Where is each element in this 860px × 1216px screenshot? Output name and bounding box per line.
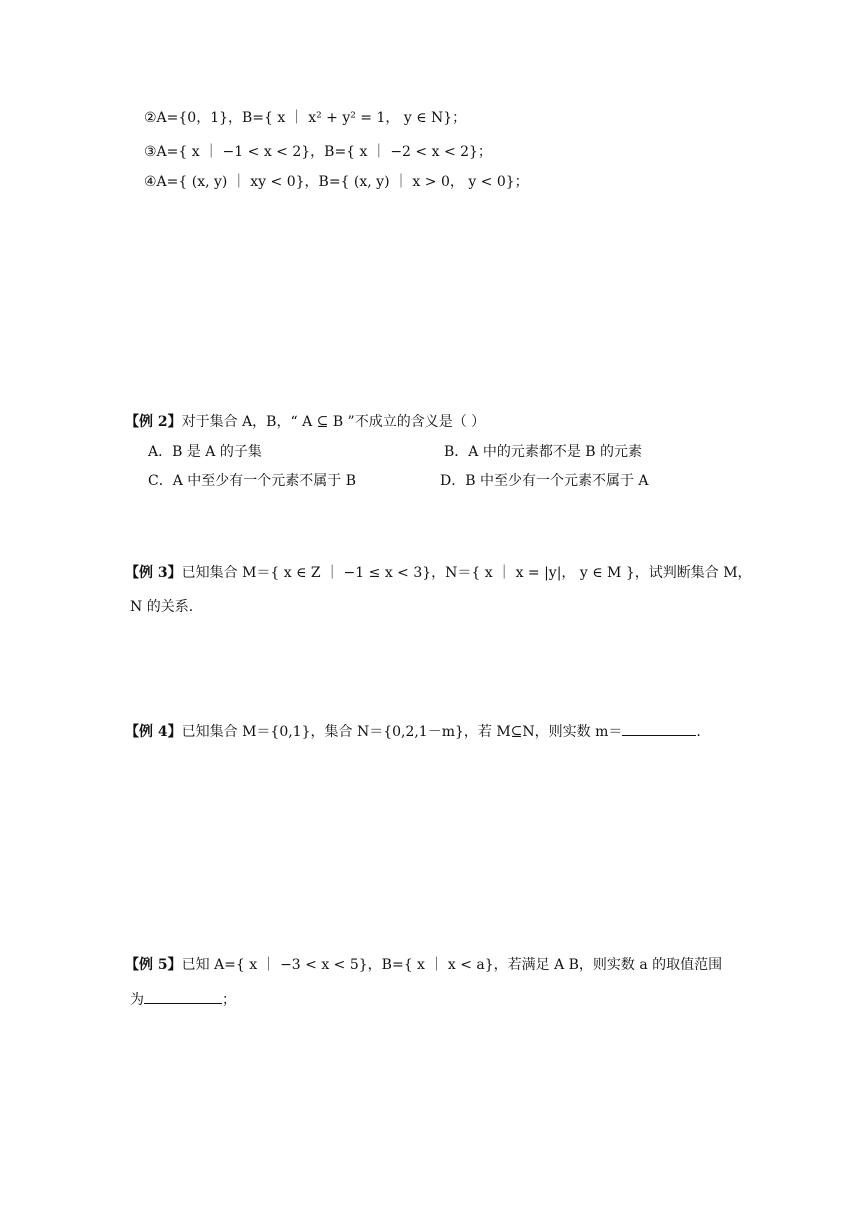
example-5-end: ； bbox=[222, 992, 236, 1008]
example-2-text: 对于集合 A，B，“ A ⊆ B ”不成立的含义是（ ） bbox=[181, 414, 486, 430]
answer-blank-m[interactable] bbox=[622, 721, 696, 736]
answer-blank-a[interactable] bbox=[144, 989, 222, 1004]
option-d: D．B 中至少有一个元素不属于 A bbox=[440, 473, 649, 489]
option-a: A．B 是 A 的子集 bbox=[148, 444, 262, 460]
example-5-line-1 bbox=[125, 955, 722, 975]
example-4-text: 已知集合 M＝{0,1}，集合 N＝{0,2,1－m}，若 M⊆N，则实数 m＝ bbox=[181, 724, 623, 740]
option-c: C．A 中至少有一个元素不属于 B bbox=[148, 473, 357, 489]
option-b: B．A 中的元素都不是 B 的元素 bbox=[444, 444, 643, 460]
example-5-line-2 bbox=[130, 989, 236, 1010]
example-5-prefix: 为 bbox=[130, 992, 144, 1008]
problem-2: ②A={0，1}，B={ x ｜ x² + y² = 1， y ∈ N}； bbox=[144, 110, 467, 126]
example-4 bbox=[125, 721, 701, 742]
problem-4: ④A={ (x, y) ｜ xy < 0}，B={ (x, y) ｜ x > 0， y < 0}； bbox=[144, 174, 529, 190]
example-2-question bbox=[125, 412, 485, 432]
example-3-label: 【例 3】 bbox=[125, 565, 182, 581]
example-3-line-1 bbox=[125, 563, 752, 583]
example-4-end: . bbox=[696, 724, 701, 740]
example-4-label: 【例 4】 bbox=[125, 724, 182, 740]
example-5-text: 已知 A={ x ｜ −3 < x < 5}，B={ x ｜ x < a}，若满足 A B，则实数 a 的取值范围 bbox=[181, 957, 723, 973]
problem-3: ③A={ x ｜ −1 < x < 2}，B={ x ｜ −2 < x < 2}； bbox=[144, 144, 492, 160]
example-5-label: 【例 5】 bbox=[125, 957, 182, 973]
example-3-text: 已知集合 M＝{ x ∈ Z ｜ −1 ≤ x < 3}，N＝{ x ｜ x = |y|， y ∈ M }，试判断集合 M， bbox=[181, 565, 752, 581]
example-3-line-2: N 的关系． bbox=[130, 599, 203, 615]
example-2-label: 【例 2】 bbox=[125, 414, 182, 430]
